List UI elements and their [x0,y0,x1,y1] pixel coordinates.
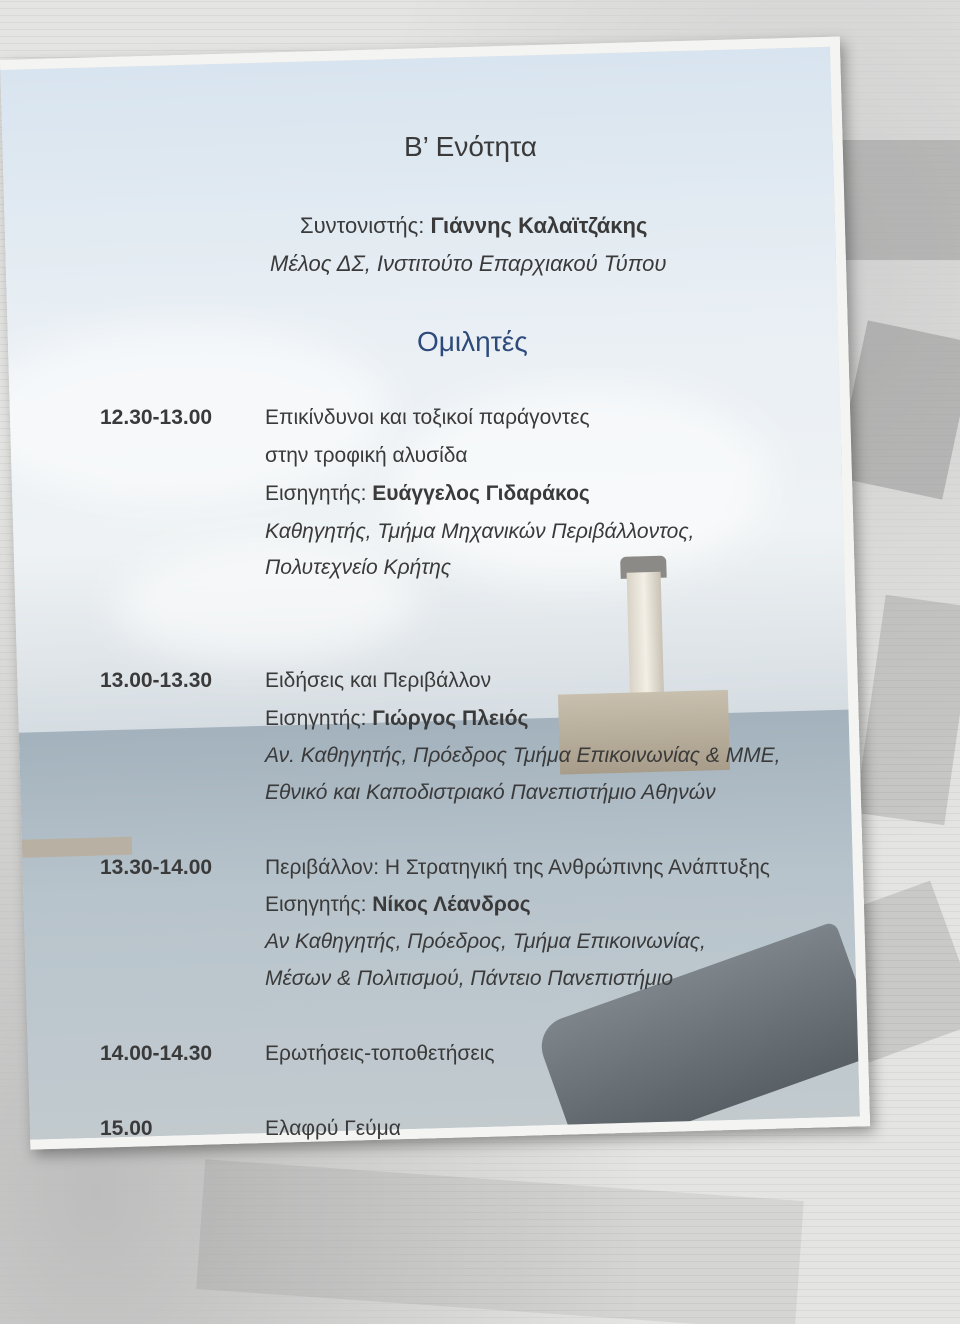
schedule-item: Ερωτήσεις-τοποθετήσεις [265,1042,495,1065]
schedule-time: 15.00 [100,1117,153,1140]
speaker-line [265,482,590,506]
schedule-time: 13.30-14.00 [100,856,213,879]
speaker-name: Ευάγγελος Γιδαράκος [372,482,590,505]
schedule-time: 12.30-13.00 [100,406,213,429]
talk-title-line: Επικίνδυνοι και τοξικοί παράγοντες [265,406,590,429]
affiliation-line: Εθνικό και Καποδιστριακό Πανεπιστήμιο Αθηνών [265,781,716,804]
talk-title-line: Περιβάλλον: Η Στρατηγική της Ανθρώπινης Ανάπτυξης [265,856,770,879]
speaker-name: Νίκος Λέανδρος [372,893,531,916]
section-title: Β’ Ενότητα [404,131,537,162]
affiliation-line: Μέσων & Πολιτισμού, Πάντειο Πανεπιστήμιο [265,967,674,990]
speaker-line [265,707,528,731]
schedule-item: Ελαφρύ Γεύμα [265,1117,401,1140]
coordinator-label: Συντονιστής: [300,213,425,238]
talk-title-line: Ειδήσεις και Περιβάλλον [265,669,492,692]
affiliation-line: Αν Καθηγητής, Πρόεδρος, Τμήμα Επικοινωνίας, [265,930,706,953]
schedule-time: 13.00-13.30 [100,669,213,692]
coordinator-role: Μέλος ΔΣ, Ινστιτούτο Επαρχιακού Τύπου [270,251,667,276]
speaker-label: Εισηγητής: [265,482,367,505]
affiliation-line: Καθηγητής, Τμήμα Μηχανικών Περιβάλλοντος, [265,520,695,543]
speakers-heading: Ομιλητές [417,326,528,357]
speaker-line [265,893,531,917]
coordinator-name: Γιάννης Καλαϊτζάκης [430,213,648,238]
speaker-label: Εισηγητής: [265,893,367,916]
talk-title-line: στην τροφική αλυσίδα [265,444,468,467]
speaker-label: Εισηγητής: [265,707,367,730]
schedule-time: 14.00-14.30 [100,1042,213,1065]
coordinator-line [300,213,647,239]
speaker-name: Γιώργος Πλειός [372,707,529,730]
affiliation-line: Πολυτεχνείο Κρήτης [265,556,451,579]
affiliation-line: Αν. Καθηγητής, Πρόεδρος Τμήμα Επικοινωνίας & ΜΜΕ, [265,744,781,767]
